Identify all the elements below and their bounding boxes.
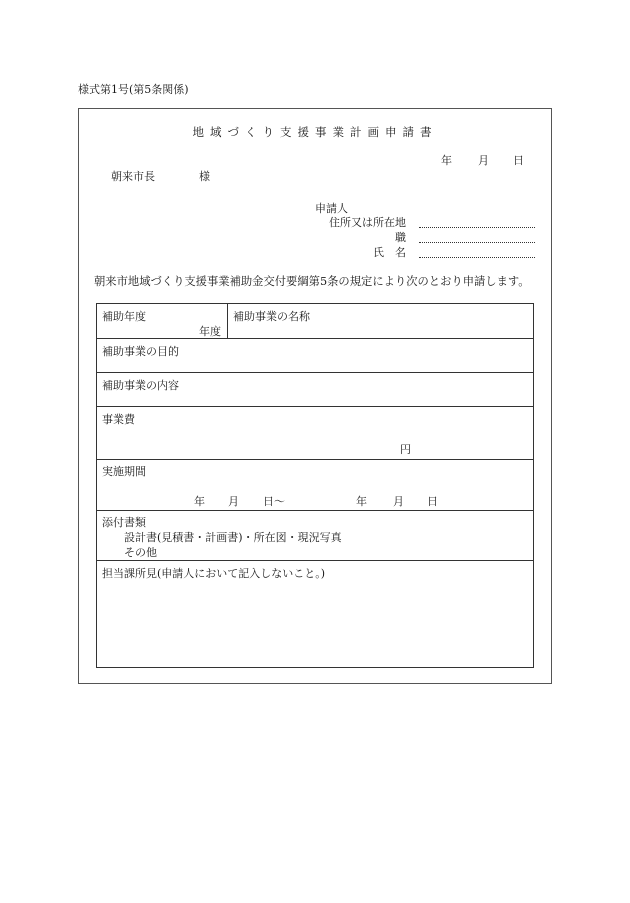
cost-unit: 円 — [400, 443, 411, 456]
period-start-month[interactable]: 月 — [228, 495, 239, 508]
purpose-label[interactable]: 補助事業の目的 — [102, 345, 179, 358]
period-start-year[interactable]: 年 — [194, 495, 205, 508]
row-divider — [97, 338, 533, 339]
applicant-heading: 申請人 — [315, 202, 348, 215]
addressee-name: 朝来市長 — [111, 170, 155, 183]
date-month-label: 月 — [478, 154, 489, 167]
row-divider — [97, 560, 533, 561]
addressee-honorific: 様 — [199, 170, 210, 183]
applicant-name-field[interactable] — [419, 257, 535, 258]
document-title: 地域づくり支援事業計画申請書 — [192, 125, 438, 139]
applicant-title-label: 職 — [395, 231, 406, 244]
form-number-label: 様式第1号(第5条関係) — [78, 83, 189, 96]
period-label: 実施期間 — [102, 465, 146, 478]
content-label[interactable]: 補助事業の内容 — [102, 379, 179, 392]
cost-label[interactable]: 事業費 — [102, 413, 135, 426]
period-start-day[interactable]: 日～ — [263, 495, 285, 508]
column-divider — [227, 304, 228, 338]
period-end-year[interactable]: 年 — [356, 495, 367, 508]
applicant-address-field[interactable] — [419, 227, 535, 228]
date-year-label: 年 — [441, 154, 452, 167]
applicant-name-label: 氏 名 — [373, 246, 406, 259]
row-divider — [97, 406, 533, 407]
applicant-title-field[interactable] — [419, 242, 535, 243]
opinion-label[interactable]: 担当課所見(申請人において記入しないこと。) — [102, 567, 326, 580]
attachments-label: 添付書類 — [102, 516, 146, 529]
project-name-label[interactable]: 補助事業の名称 — [233, 310, 310, 323]
attachments-line-1: 設計書(見積書・計画書)・所在図・現況写真 — [124, 531, 342, 544]
period-end-month[interactable]: 月 — [393, 495, 404, 508]
subsidy-year-label: 補助年度 — [102, 310, 146, 323]
row-divider — [97, 459, 533, 460]
application-table — [96, 303, 534, 668]
row-divider — [97, 372, 533, 373]
applicant-address-label: 住所又は所在地 — [329, 216, 406, 229]
subsidy-year-unit[interactable]: 年度 — [199, 325, 221, 338]
date-day-label: 日 — [513, 154, 524, 167]
row-divider — [97, 510, 533, 511]
application-statement: 朝来市地域づくり支援事業補助金交付要綱第5条の規定により次のとおり申請します。 — [94, 275, 530, 288]
period-end-day[interactable]: 日 — [427, 495, 438, 508]
attachments-line-2: その他 — [124, 546, 157, 559]
